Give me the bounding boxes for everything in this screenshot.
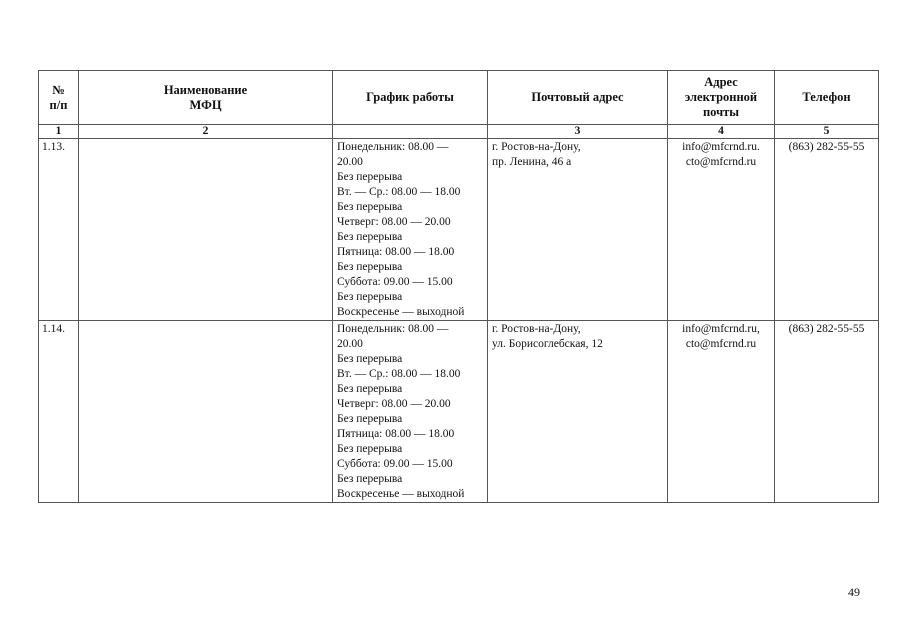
column-number: 1 <box>39 125 79 139</box>
postal-address-cell: г. Ростов-на-Дону, пр. Ленина, 46 а <box>488 139 668 321</box>
header-postal-address: Почтовый адрес <box>488 71 668 125</box>
table-row <box>39 139 879 321</box>
row-number: 1.13. <box>39 139 79 321</box>
column-number-row <box>39 125 879 139</box>
header-mfc-name: Наименование МФЦ <box>79 71 333 125</box>
header-number: № п/п <box>39 71 79 125</box>
mfc-name-cell <box>79 321 333 503</box>
mfc-name-cell <box>79 139 333 321</box>
email-cell: info@mfcrnd.ru, cto@mfcrnd.ru <box>668 321 775 503</box>
column-number <box>333 125 488 139</box>
header-schedule: График работы <box>333 71 488 125</box>
phone-cell: (863) 282-55-55 <box>775 139 879 321</box>
postal-address-cell: г. Ростов-на-Дону, ул. Борисоглебская, 12 <box>488 321 668 503</box>
mfc-table <box>38 70 879 503</box>
schedule-cell: Понедельник: 08.00 — 20.00 Без перерыва Вт. — Ср.: 08.00 — 18.00 Без перерыва Четверг: 08.00 — 20.00 Без перерыва Пятница: 08.00 — 18.00 Без перерыва Суббота: 09.00 — 15.00 Без перерыва Воскресенье — выходной <box>333 321 488 503</box>
column-number: 5 <box>775 125 879 139</box>
column-number: 2 <box>79 125 333 139</box>
header-phone: Телефон <box>775 71 879 125</box>
column-number: 4 <box>668 125 775 139</box>
email-cell: info@mfcrnd.ru. cto@mfcrnd.ru <box>668 139 775 321</box>
header-email: Адрес электронной почты <box>668 71 775 125</box>
header-row <box>39 71 879 125</box>
column-number: 3 <box>488 125 668 139</box>
phone-cell: (863) 282-55-55 <box>775 321 879 503</box>
table-row <box>39 321 879 503</box>
schedule-cell: Понедельник: 08.00 — 20.00 Без перерыва Вт. — Ср.: 08.00 — 18.00 Без перерыва Четверг: 08.00 — 20.00 Без перерыва Пятница: 08.00 — 18.00 Без перерыва Суббота: 09.00 — 15.00 Без перерыва Воскресенье — выходной <box>333 139 488 321</box>
row-number: 1.14. <box>39 321 79 503</box>
page-number: 49 <box>848 585 860 599</box>
